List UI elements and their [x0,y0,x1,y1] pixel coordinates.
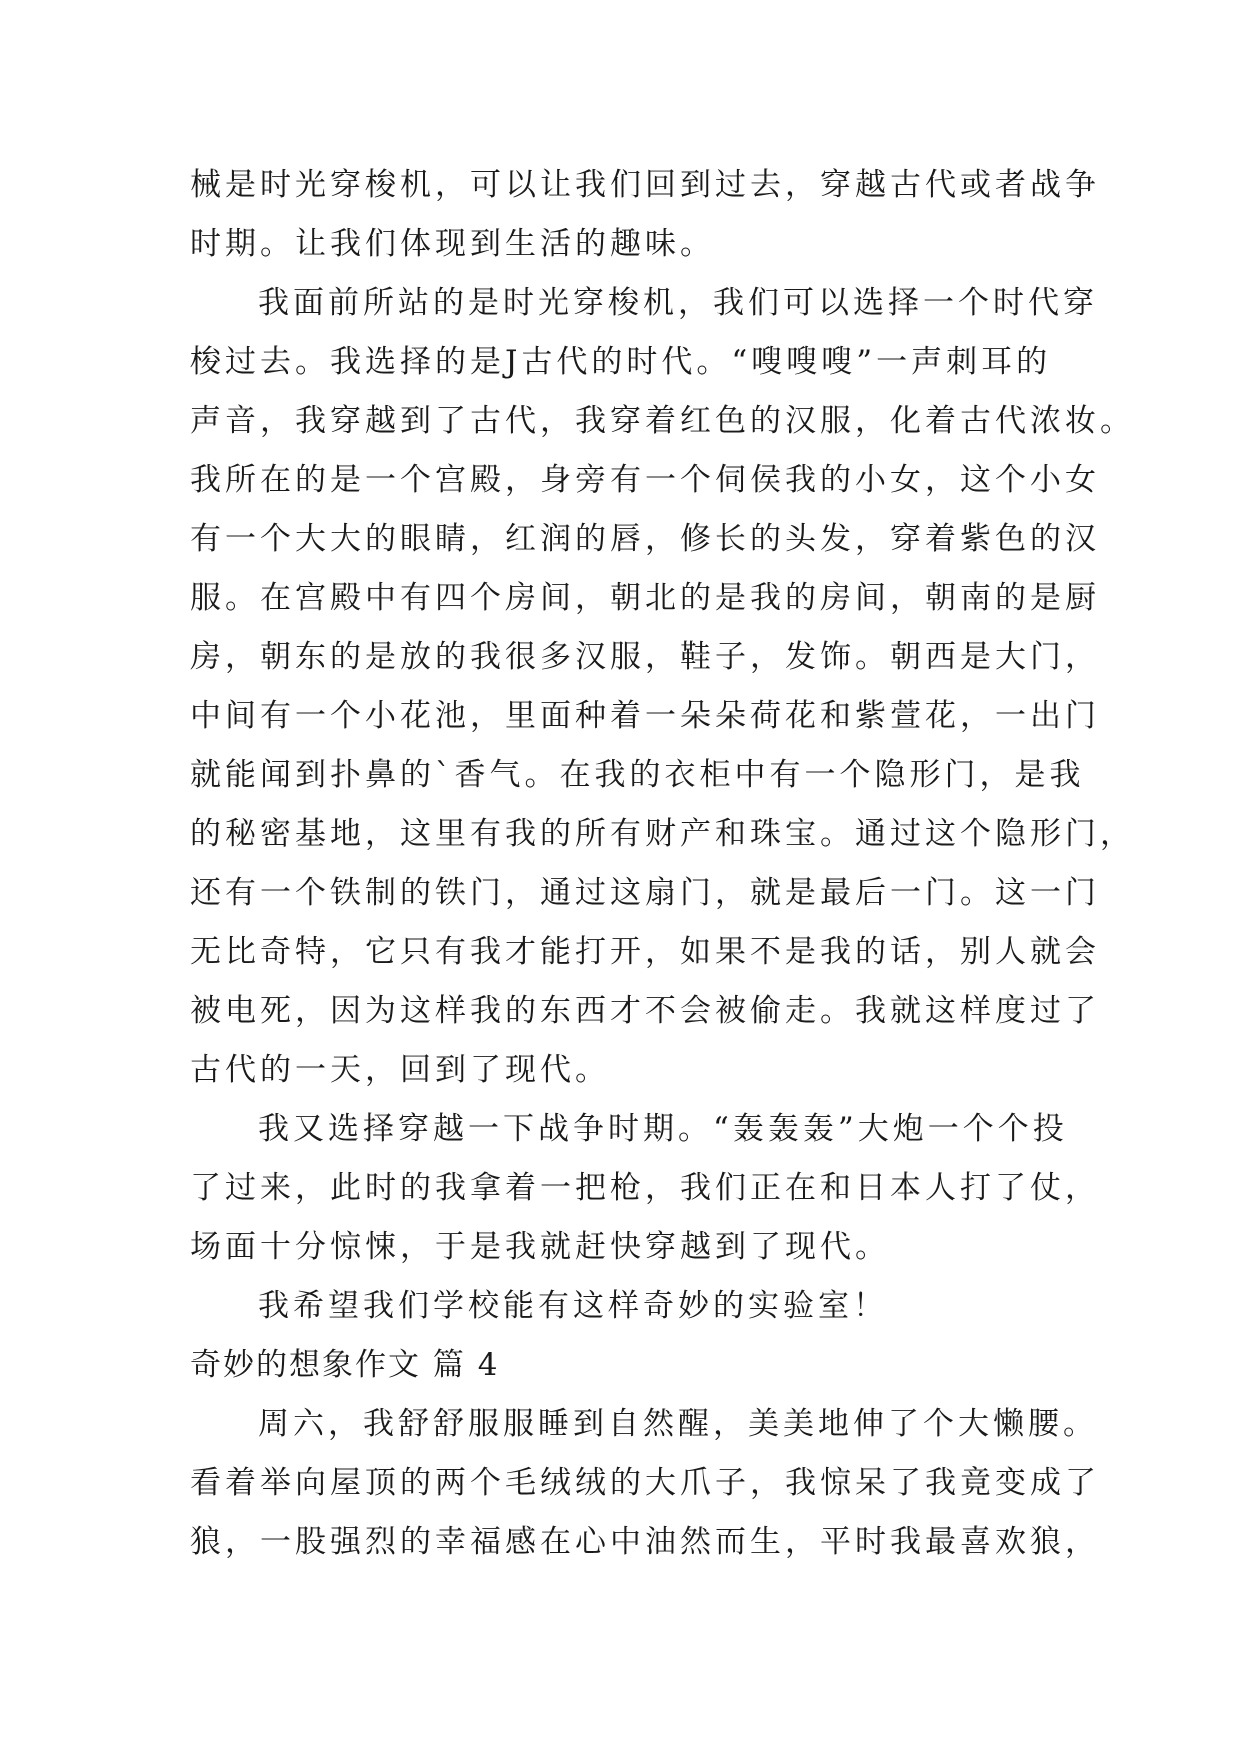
text-line: 我希望我们学校能有这样奇妙的实验室！ [258,1288,888,1324]
text-line: 时期。让我们体现到生活的趣味。 [190,226,715,262]
text-line: 被电死，因为这样我的东西才不会被偷走。我就这样度过了 [190,993,1100,1029]
text-line: 狼，一股强烈的幸福感在心中油然而生，平时我最喜欢狼， [190,1524,1100,1560]
text-line: 我所在的是一个宫殿，身旁有一个伺侯我的小女，这个小女 [190,462,1100,498]
text-line: 有一个大大的眼睛，红润的唇，修长的头发，穿着紫色的汉 [190,521,1100,557]
text-line: 房，朝东的是放的我很多汉服，鞋子，发饰。朝西是大门， [190,639,1100,675]
text-line: 械是时光穿梭机，可以让我们回到过去，穿越古代或者战争 [190,167,1100,203]
text-line: 了过来，此时的我拿着一把枪，我们正在和日本人打了仗， [190,1170,1100,1206]
essay-text [190,156,1135,1572]
text-line: 服。在宫殿中有四个房间，朝北的是我的房间，朝南的是厨 [190,580,1100,616]
text-line: 看着举向屋顶的两个毛绒绒的大爪子，我惊呆了我竟变成了 [190,1465,1100,1501]
section-heading: 奇妙的想象作文 篇 4 [190,1347,500,1383]
text-line: 我面前所站的是时光穿梭机，我们可以选择一个时代穿 [258,285,1098,321]
text-line: 还有一个铁制的铁门，通过这扇门，就是最后一门。这一门 [190,875,1100,911]
text-line: 中间有一个小花池，里面种着一朵朵荷花和紫萱花，一出门 [190,698,1100,734]
text-line: 就能闻到扑鼻的`香气。在我的衣柜中有一个隐形门，是我 [190,757,1085,793]
text-line: 周六，我舒舒服服睡到自然醒，美美地伸了个大懒腰。 [258,1406,1098,1442]
text-line: 我又选择穿越一下战争时期。“轰轰轰”大炮一个个投 [258,1111,1068,1147]
text-line: 声音，我穿越到了古代，我穿着红色的汉服，化着古代浓妆。 [190,403,1135,439]
text-line: 的秘密基地，这里有我的所有财产和珠宝。通过这个隐形门， [190,816,1135,852]
text-line: 场面十分惊悚，于是我就赶快穿越到了现代。 [190,1229,890,1265]
text-line: 古代的一天，回到了现代。 [190,1052,610,1088]
text-line: 梭过去。我选择的是J古代的时代。“嗖嗖嗖”一声刺耳的 [190,344,1052,380]
text-line: 无比奇特，它只有我才能打开，如果不是我的话，别人就会 [190,934,1100,970]
